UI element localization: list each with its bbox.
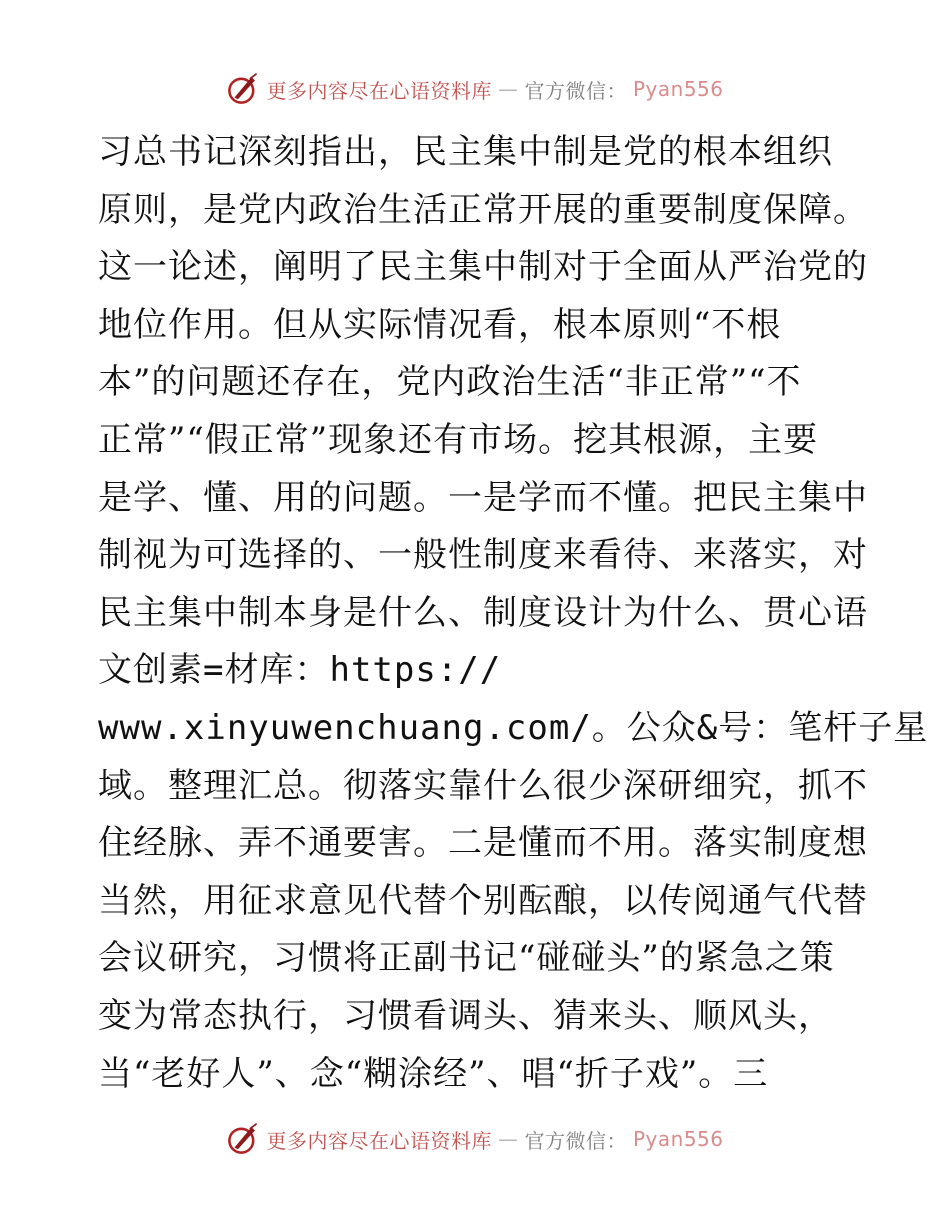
watermark-wechat-label: 官方微信： bbox=[524, 1128, 627, 1153]
watermark-separator: — bbox=[497, 77, 519, 101]
quill-logo-icon bbox=[226, 1122, 260, 1156]
quill-logo-icon bbox=[226, 72, 260, 106]
text-line: 是学、懂、用的问题。一是学而不懂。把民主集中 bbox=[98, 477, 868, 518]
text-line: 民主集中制本身是什么、制度设计为什么、贯心语 bbox=[98, 592, 868, 633]
text-line: 本”的问题还存在，党内政治生活“非正常”“不 bbox=[98, 362, 802, 403]
text-line: 制视为可选择的、一般性制度来看待、来落实，对 bbox=[98, 535, 868, 576]
watermark-wechat-id: Pyan556 bbox=[632, 77, 724, 101]
watermark-separator: — bbox=[497, 1127, 519, 1151]
text-line: 原则，是党内政治生活正常开展的重要制度保障。 bbox=[98, 189, 868, 230]
text-line: 习总书记深刻指出，民主集中制是党的根本组织 bbox=[98, 132, 833, 172]
text-line: 域。整理汇总。彻落实靠什么很少深研细究，抓不 bbox=[98, 765, 868, 806]
text-line: www.xinyuwenchuang.com/。公众&号：笔杆子星 bbox=[98, 707, 929, 748]
text-line: 文创素=材库：https:// bbox=[98, 650, 502, 691]
watermark-wechat-id: Pyan556 bbox=[632, 1127, 724, 1151]
text-line: 这一论述，阐明了民主集中制对于全面从严治党的 bbox=[98, 247, 868, 288]
document-body bbox=[98, 124, 929, 1103]
text-line: 正常”“假正常”现象还有市场。挖其根源，主要 bbox=[98, 419, 819, 460]
text-line: 变为常态执行，习惯看调头、猜来头、顺风头， bbox=[98, 995, 833, 1036]
text-line: 住经脉、弄不通要害。二是懂而不用。落实制度想 bbox=[98, 823, 868, 864]
text-line: 地位作用。但从实际情况看，根本原则“不根 bbox=[98, 304, 782, 345]
watermark-wechat-label: 官方微信： bbox=[524, 78, 627, 103]
header-watermark bbox=[0, 72, 950, 106]
watermark-main-text: 更多内容尽在心语资料库 bbox=[266, 1128, 492, 1153]
text-line: 会议研究，习惯将正副书记“碰碰头”的紧急之策 bbox=[98, 938, 835, 979]
footer-watermark bbox=[0, 1122, 950, 1156]
watermark-main-text: 更多内容尽在心语资料库 bbox=[266, 78, 492, 103]
text-line: 当然，用征求意见代替个别酝酿，以传阅通气代替 bbox=[98, 880, 868, 921]
text-line: 当“老好人”、念“糊涂经”、唱“折子戏”。三 bbox=[98, 1053, 769, 1094]
